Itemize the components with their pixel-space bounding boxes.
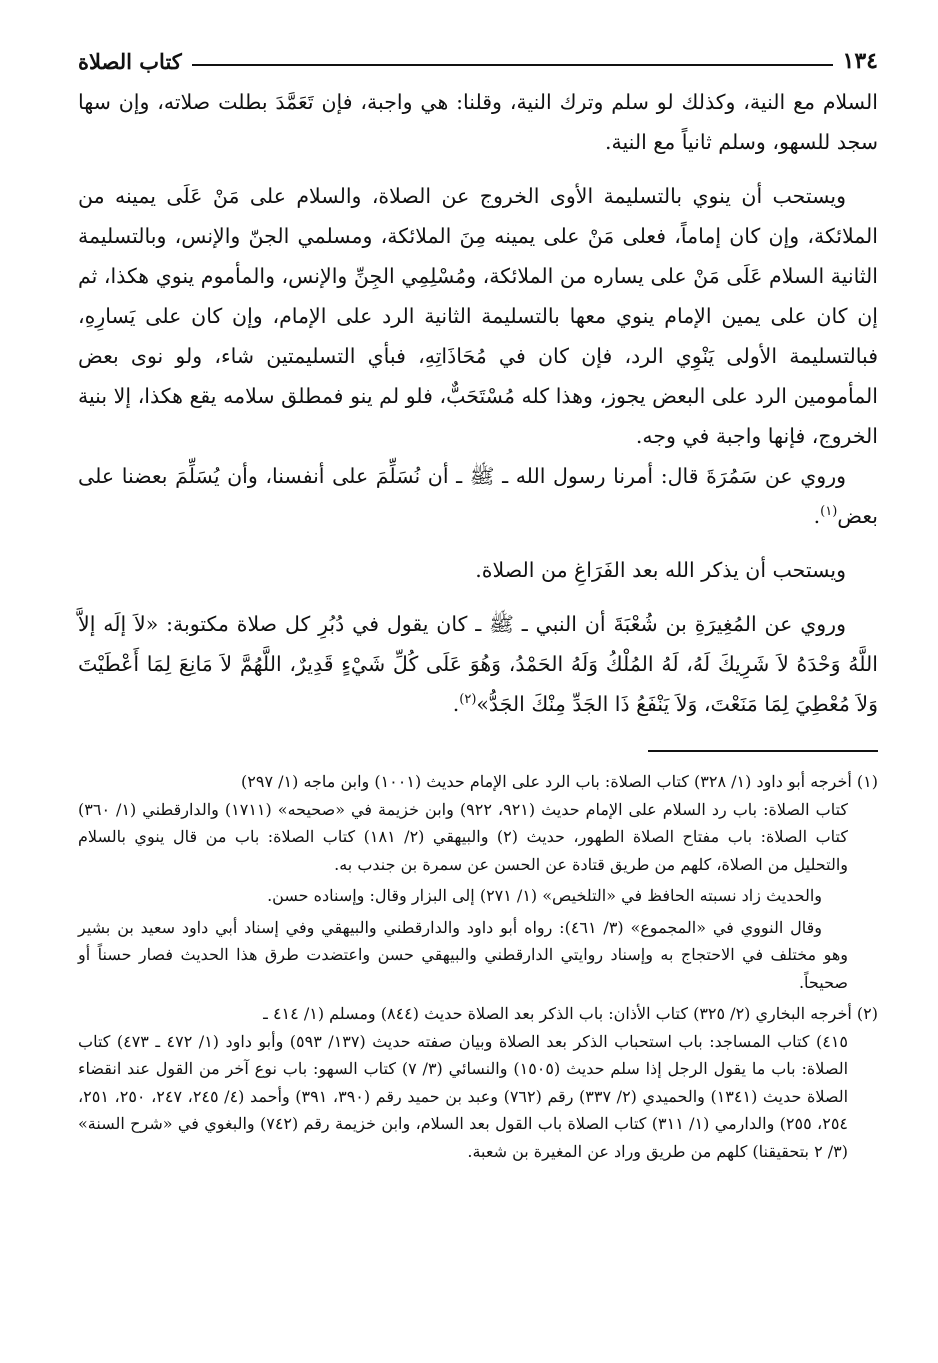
paragraph-with-footnote bbox=[78, 604, 878, 724]
paragraph: ويستحب أن يذكر الله بعد الفَرَاغِ من الصلاة. bbox=[475, 558, 846, 582]
footnote-ref-2[interactable]: (٢) bbox=[459, 692, 477, 708]
footnotes bbox=[78, 768, 878, 1165]
page-header bbox=[78, 40, 878, 74]
footnote-separator bbox=[648, 750, 878, 752]
paragraph-text: وروي عن سَمُرَةَ قال: أمرنا رسول الله ـ ﷺ ـ أن نُسَلِّمَ على أنفسنا، وأن يُسَلِّمَ بعضنا على بعض bbox=[78, 464, 878, 528]
paragraph-end: . bbox=[813, 504, 821, 528]
footnote-1-note: وقال النووي في «المجموع» (٣/ ٤٦١): رواه أبو داود والدارقطني والبيهقي وفي إسناد أبي داود سعيد بن بشير وهو مختلف في الاحتجاج به وإسناد روايتي الدارقطني والبيهقي حسن واعتضدت طرق هذا الحديث فصار حسناً أو صحيحاً. bbox=[78, 917, 848, 992]
paragraph-with-footnote bbox=[78, 456, 878, 536]
footnote-1-continuation: كتاب الصلاة: باب رد السلام على الإمام حديث (٩٢١، ٩٢٢) وابن خزيمة في «صحيحه» (١٧١١) والدارقطني (١/ ٣٦٠) كتاب الصلاة: باب مفتاح الصلاة الطهور، حديث (٢) والبيهقي (٢/ ١٨١) كتاب الصلاة: باب من قال ينوي بالسلام والتحليل من الصلاة، كلهم من طريق قتادة عن الحسن عن سمرة بن جندب به. bbox=[78, 799, 849, 874]
paragraph-text: وروي عن المُغِيرَةِ بن شُعْبَةَ أن النبي ـ ﷺ ـ كان يقول في دُبُرِ كل صلاة مكتوبة: «لاَ إلَه إلاَّ اللَّهُ وَحْدَهُ لاَ شَرِيكَ لَهُ، لَهُ المُلْكُ وَلَهُ الحَمْدُ، وَهُوَ عَلَى كُلِّ شَيْءٍ قَدِيرٌ، اللَّهُمَّ لاَ مَانِعَ لِمَا أَعْطَيْتَ وَلاَ مُعْطِيَ لِمَا مَنَعْتَ، وَلاَ يَنْفَعُ ذَا الجَدِّ مِنْكَ الجَدُّ» bbox=[78, 612, 878, 716]
footnote-2-continuation: ٤١٥) كتاب المساجد: باب استحباب الذكر بعد الصلاة وبيان صفته حديث (١٣٧/ ٥٩٣) وأبو داود (١/ ٤٧٢ ـ ٤٧٣) كتاب الصلاة: باب ما يقول الرجل إذا سلم حديث (١٥٠٥) والنسائي (٣/ ٧) كتاب السهو: باب نوع آخر من القول عند انقضاء الصلاة حديث (١٣٤١) والحميدي (٢/ ٣٣٧) رقم (٧٦٢) وعبد بن حميد رقم (٣٩٠، ٣٩١) وأحمد (٤/ ٢٤٥، ٢٤٧، ٢٥٠، ٢٥١، ٢٥٤، ٢٥٥) والدارمي (١/ ٣١١) كتاب الصلاة باب القول بعد السلام، وابن خزيمة رقم (٧٤٢) والبغوي في «شرح السنة» (٣/ ٢ بتحقيقنا) كلهم من طريق وراد عن المغيرة بن شعبة. bbox=[78, 1031, 849, 1161]
document-page bbox=[78, 40, 878, 1330]
header-rule bbox=[192, 64, 833, 66]
paragraph-end: . bbox=[452, 692, 460, 716]
footnote-1: (١) أخرجه أبو داود (١/ ٣٢٨) كتاب الصلاة: باب الرد على الإمام حديث (١٠٠١) وابن ماجه (١/ ٢٩٧) bbox=[241, 772, 878, 791]
paragraph: ويستحب أن ينوي بالتسليمة الأوى الخروج عن الصلاة، والسلام على مَنْ عَلَى يمينه من الملائكة، وإن كان إماماً، فعلى مَنْ على يمينه مِنَ الملائكة، ومسلمي الجنّ والإنس، وبالتسليمة الثانية السلام عَلَى مَنْ على يساره من الملائكة، ومُسْلِمِي الجِنِّ والإنس، والمأموم ينوي هكذا، ثم إن كان على يمين الإمام ينوي معها بالتسليمة الثانية الرد على الإمام، وإن كان على يَسارِهِ، فبالتسليمة الأولى يَنْوِي الرد، فإن كان في مُحَاذَاتِهِ، فبأي التسليمتين شاء، ولو نوى بعض المأمومين الرد على البعض يجوز، وهذا كله مُسْتَحَبٌّ، فلو لم ينو فمطلق سلامه يقع هكذا، إلا بنية الخروج، فإنها واجبة في وجه. bbox=[78, 184, 878, 448]
footnote-1-note: والحديث زاد نسبته الحافظ في «التلخيص» (١/ ٢٧١) إلى البزار وقال: وإسناده حسن. bbox=[267, 886, 822, 905]
footnote-ref-1[interactable]: (١) bbox=[820, 504, 838, 520]
page-number: ١٣٤ bbox=[842, 48, 878, 74]
chapter-title: كتاب الصلاة bbox=[78, 49, 182, 74]
paragraph: السلام مع النية، وكذلك لو سلم وترك النية، وقلنا: هي واجبة، فإن تَعَمَّدَ بطلت صلاته، وإن سها سجد للسهو، وسلم ثانياً مع النية. bbox=[78, 90, 878, 154]
main-text bbox=[78, 82, 878, 724]
footnote-2: (٢) أخرجه البخاري (٢/ ٣٢٥) كتاب الأذان: باب الذكر بعد الصلاة حديث (٨٤٤) ومسلم (١/ ٤١٤ ـ bbox=[263, 1004, 878, 1023]
